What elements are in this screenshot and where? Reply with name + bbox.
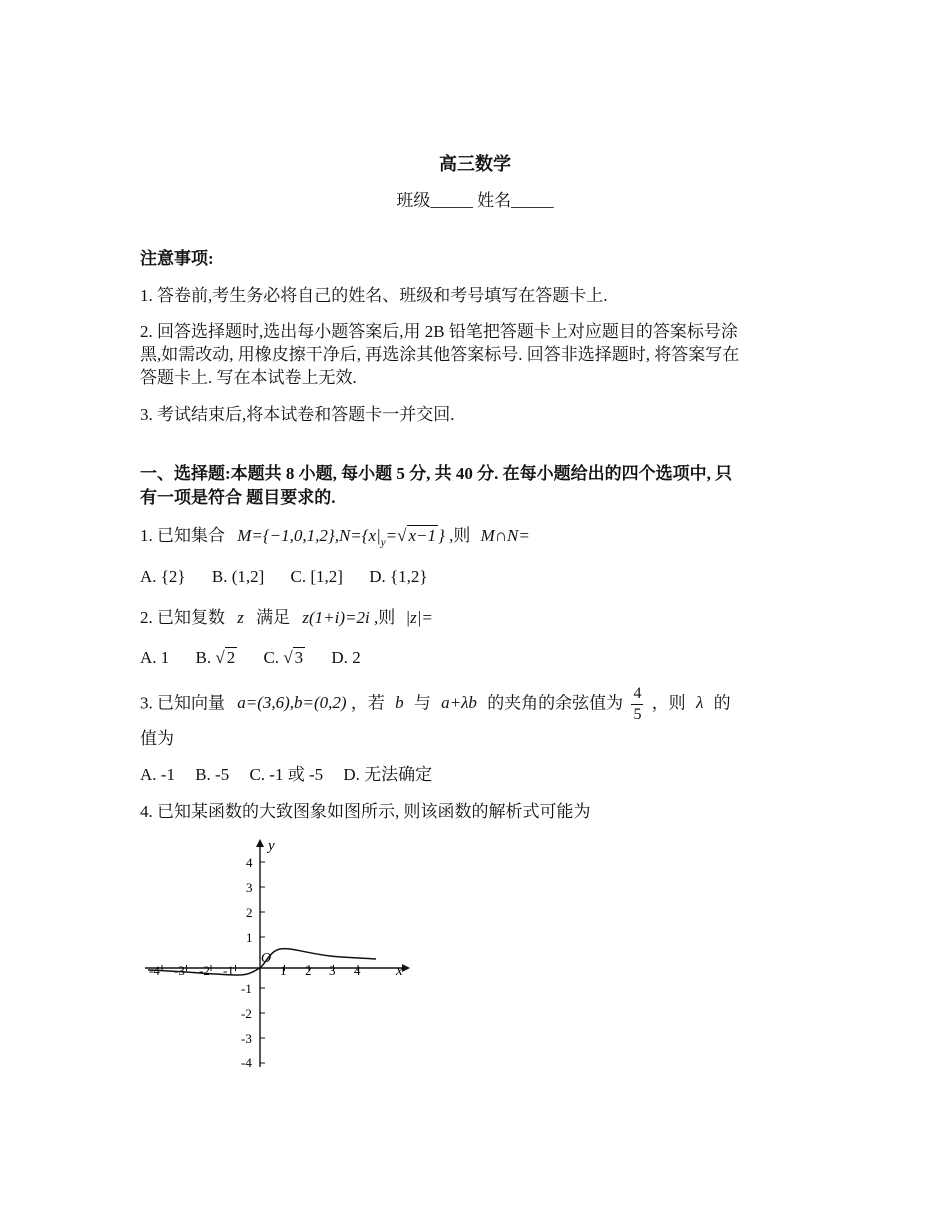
q3-line-2: 值为 bbox=[140, 729, 174, 748]
notice-item-3: 3. 考试结束后,将本试卷和答题卡一并交回. bbox=[140, 405, 455, 424]
sqrt-symbol: √ bbox=[397, 526, 407, 545]
y-tick-label: 3 bbox=[246, 880, 253, 895]
q3-prefix: 3. 已知向量 bbox=[140, 693, 225, 713]
q3-lambda: λ bbox=[695, 693, 704, 713]
q3-sum: a+λb bbox=[441, 693, 477, 713]
y-tick-label: -1 bbox=[241, 981, 252, 996]
q3-b: b bbox=[395, 693, 404, 713]
q2-option-b-label: B. bbox=[195, 648, 212, 667]
q1-option-b: B. (1,2] bbox=[211, 567, 265, 586]
q2-option-d-value: 2 bbox=[352, 648, 361, 667]
q2-option-b-radicand: 2 bbox=[226, 648, 236, 667]
q3-options bbox=[140, 763, 810, 786]
notice-item-2-end: 答题卡上. 写在本试卷上无效. bbox=[140, 368, 357, 387]
notice-heading: 注意事项: bbox=[140, 249, 214, 268]
notice-item-2-cont: 黑,如需改动, 用橡皮擦干净后, 再选涂其他答案标号. 回答非选择题时, 将答案写在 bbox=[140, 345, 740, 364]
q2-prefix: 2. 已知复数 bbox=[140, 608, 225, 627]
sqrt-symbol: √ bbox=[215, 648, 225, 667]
x-tick-label: -1 bbox=[223, 963, 234, 978]
q1-option-a: A. {2} bbox=[140, 567, 186, 586]
q3-option-a: A. -1 bbox=[140, 765, 175, 784]
y-axis-arrow bbox=[256, 839, 264, 847]
q3-frac-num: 4 bbox=[631, 684, 643, 705]
q2-options bbox=[140, 646, 810, 669]
q1-expression: M∩N= bbox=[480, 526, 530, 545]
x-tick-label: -2 bbox=[199, 963, 210, 978]
q3-text-5: 的 bbox=[713, 693, 731, 713]
q3-option-d: D. 无法确定 bbox=[343, 765, 433, 784]
y-axis-label: y bbox=[268, 838, 275, 854]
q1-option-d: D. {1,2} bbox=[369, 567, 428, 586]
q1-then: ,则 bbox=[449, 526, 471, 545]
q1-set-n-radicand: x−1 bbox=[408, 526, 437, 545]
q1-option-c: C. [1,2] bbox=[290, 567, 343, 586]
question-4: 4. 已知某函数的大致图象如图所示, 则该函数的解析式可能为 bbox=[140, 802, 591, 821]
y-tick-label: -2 bbox=[241, 1006, 252, 1021]
q3-vectors: a=(3,6),b=(0,2) bbox=[237, 693, 347, 713]
q2-option-c bbox=[263, 646, 305, 669]
q3-text-3: 的夹角的余弦值为 bbox=[487, 693, 624, 713]
q1-set-n-close: } bbox=[438, 526, 445, 545]
q2-equation: z(1+i)=2i bbox=[302, 608, 370, 627]
q1-set-m: M={−1,0,1,2}, bbox=[237, 526, 339, 545]
q1-set-n-sub: y bbox=[380, 536, 386, 549]
y-tick-label: 4 bbox=[246, 855, 253, 870]
y-tick-label: 2 bbox=[246, 905, 253, 920]
q3-option-b: B. -5 bbox=[195, 765, 230, 784]
sqrt-symbol: √ bbox=[283, 648, 293, 667]
function-graph bbox=[140, 835, 415, 1075]
question-1 bbox=[140, 524, 810, 554]
section-heading: 一、选择题:本题共 8 小题, 每小题 5 分, 共 40 分. 在每小题给出的四个选项中, 只 bbox=[140, 464, 733, 483]
x-tick-label: 2 bbox=[305, 963, 312, 978]
q2-var: z bbox=[237, 608, 244, 627]
x-tick-label: -4 bbox=[149, 963, 160, 978]
question-3 bbox=[140, 684, 810, 725]
q1-options bbox=[140, 565, 810, 588]
q1-set-n-eq: = bbox=[385, 526, 398, 545]
y-tick-label: -4 bbox=[241, 1055, 252, 1070]
q2-option-a-value: 1 bbox=[160, 648, 170, 667]
section-heading-cont: 有一项是符合 题目要求的. bbox=[140, 488, 336, 507]
q1-prefix: 1. 已知集合 bbox=[140, 526, 225, 545]
x-axis-arrow bbox=[402, 964, 410, 972]
x-tick-label: 4 bbox=[354, 963, 361, 978]
q2-option-a-label: A. bbox=[140, 648, 157, 667]
class-name-line: 班级_____ 姓名_____ bbox=[396, 191, 554, 210]
q2-option-d bbox=[331, 646, 360, 669]
x-axis-label: x bbox=[396, 963, 403, 979]
origin-label: O bbox=[261, 951, 272, 966]
q3-fraction bbox=[631, 684, 643, 725]
q2-option-a bbox=[140, 646, 169, 669]
x-tick-label: -3 bbox=[174, 963, 185, 978]
page-title: 高三数学 bbox=[439, 154, 511, 174]
x-tick-label: 1 bbox=[280, 963, 287, 978]
q3-option-c: C. -1 或 -5 bbox=[249, 765, 324, 784]
y-tick-label: 1 bbox=[246, 930, 253, 945]
q3-frac-den: 5 bbox=[633, 706, 642, 723]
notice-item-2: 2. 回答选择题时,选出每小题答案后,用 2B 铅笔把答题卡上对应题目的答案标号涂 bbox=[140, 322, 738, 341]
q2-option-d-label: D. bbox=[331, 648, 348, 667]
question-2 bbox=[140, 606, 810, 629]
q2-satisfies: 满足 bbox=[256, 608, 291, 627]
y-tick-label: -3 bbox=[241, 1031, 252, 1046]
q2-then: ,则 bbox=[373, 608, 396, 627]
q3-text-1: ，若 bbox=[350, 693, 385, 713]
q3-text-2: 与 bbox=[413, 693, 431, 713]
q3-text-4: ，则 bbox=[651, 693, 686, 713]
q2-option-b bbox=[196, 646, 238, 669]
notice-item-1: 1. 答卷前,考生务必将自己的姓名、班级和考号填写在答题卡上. bbox=[140, 286, 608, 305]
q2-option-c-label: C. bbox=[263, 648, 280, 667]
q1-set-n-head: N={x| bbox=[338, 526, 381, 545]
x-tick-label: 3 bbox=[329, 963, 336, 978]
q2-abs: |z|= bbox=[405, 608, 433, 627]
q2-option-c-radicand: 3 bbox=[294, 648, 304, 667]
